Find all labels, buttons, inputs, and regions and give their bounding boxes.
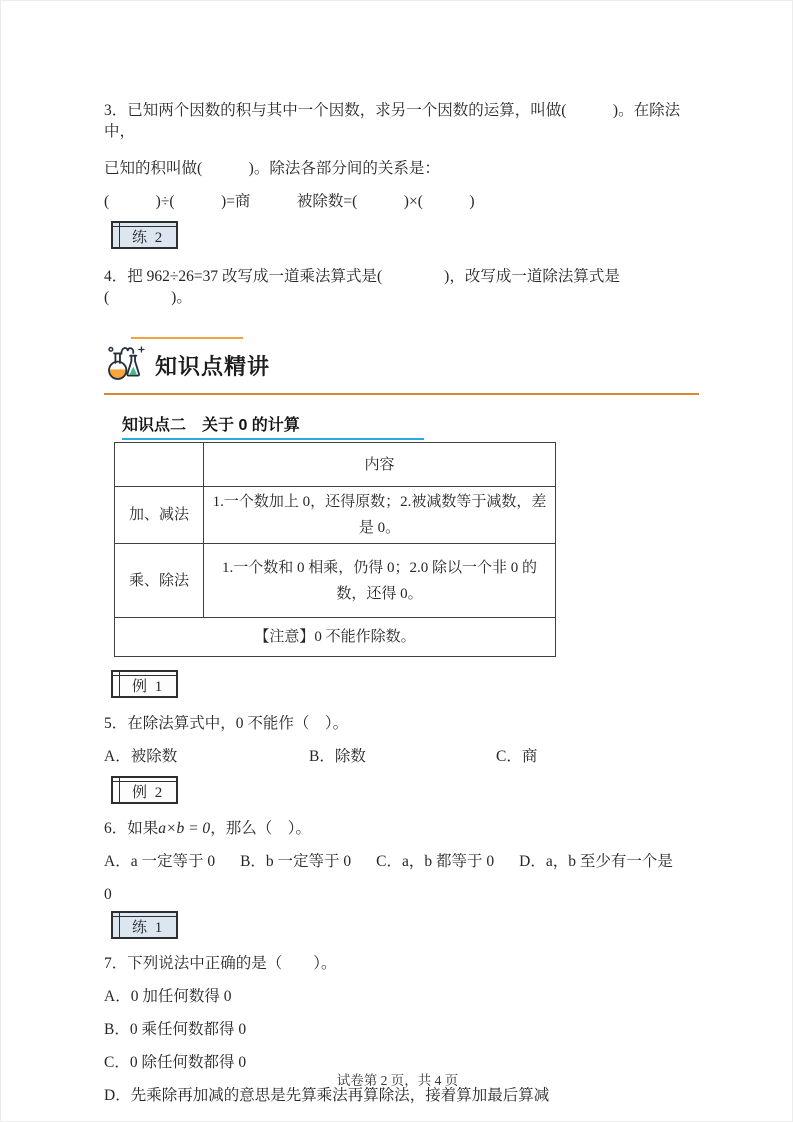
question-6-text xyxy=(104,818,699,839)
example-1-badge: 例 1 xyxy=(111,670,178,698)
question-4-text: 4．把 962÷26=37 改写成一道乘法算式是( )，改写成一道除法算式是( )。 xyxy=(104,268,620,306)
question-7-text: 7．下列说法中正确的是（ ）。 xyxy=(104,955,337,972)
option-d: D．a，b 至少有一个是 xyxy=(519,853,673,870)
row-content-multiply-divide: 1.一个数和 0 相乘，仍得 0；2.0 除以一个非 0 的数，还得 0。 xyxy=(204,544,556,618)
option-c: C．商 xyxy=(496,748,538,765)
option-a: A．被除数 xyxy=(104,748,178,765)
question-3-line-2: 已知的积叫做( )。除法各部分间的关系是： xyxy=(104,160,440,177)
orange-long-divider xyxy=(104,393,699,395)
question-7-option-b: B．0 乘任何数都得 0 xyxy=(104,1021,247,1038)
option-b: B．b 一定等于 0 xyxy=(240,853,352,870)
practice-1-badge: 练 1 xyxy=(111,911,178,939)
topic-heading: 知识点二 关于 0 的计算 xyxy=(122,416,424,440)
orange-short-divider xyxy=(131,337,243,339)
knowledge-section-header xyxy=(104,337,699,395)
example-2-badge-row xyxy=(111,776,699,804)
example-1-badge-row xyxy=(111,670,699,698)
row-content-add-subtract: 1.一个数加上 0，还得原数；2.被减数等于减数，差是 0。 xyxy=(204,487,556,544)
option-b: B．除数 xyxy=(309,748,366,765)
example-2-badge: 例 2 xyxy=(111,776,178,804)
table-header-content: 内容 xyxy=(204,443,556,487)
practice-2-badge: 练 2 xyxy=(111,221,178,249)
question-7-option-c: C．0 除任何数都得 0 xyxy=(104,1054,247,1071)
option-c: C．a，b 都等于 0 xyxy=(376,853,495,870)
row-label-multiply-divide: 乘、除法 xyxy=(115,544,204,618)
table-row xyxy=(115,487,556,544)
question-6-options xyxy=(104,851,699,872)
question-3-line-3: ( )÷( )=商 被除数=( )×( ) xyxy=(104,193,475,210)
chemistry-flasks-icon xyxy=(104,342,146,389)
table-row xyxy=(115,443,556,487)
knowledge-table xyxy=(114,442,556,657)
practice-2-badge-row xyxy=(111,221,699,249)
section-title: 知识点精讲 xyxy=(155,354,271,379)
practice-1-badge-row xyxy=(111,911,699,939)
option-a: A．a 一定等于 0 xyxy=(104,853,216,870)
table-row xyxy=(115,618,556,657)
question-6-math: a×b = 0 xyxy=(158,820,211,837)
question-5-text: 5．在除法算式中，0 不能作（ ）。 xyxy=(104,715,349,732)
question-5-options xyxy=(104,746,699,767)
question-7-option-d: D．先乘除再加减的意思是先算乘法再算除法，接着算加最后算减 xyxy=(104,1087,550,1104)
question-3-line-1: 3．已知两个因数的积与其中一个因数，求另一个因数的运算，叫做( )。在除法中， xyxy=(104,102,681,140)
table-header-empty-cell xyxy=(115,443,204,487)
row-label-add-subtract: 加、减法 xyxy=(115,487,204,544)
question-6-option-d-wrap: 0 xyxy=(104,886,112,903)
table-note: 【注意】0 不能作除数。 xyxy=(115,618,556,657)
question-6-suffix: ，那么（ ）。 xyxy=(210,820,311,837)
question-6-prefix: 6．如果 xyxy=(104,820,159,837)
question-7-option-a: A．0 加任何数得 0 xyxy=(104,988,232,1005)
page-footer: 试卷第 2 页，共 4 页 xyxy=(336,1073,459,1088)
table-row xyxy=(115,544,556,618)
